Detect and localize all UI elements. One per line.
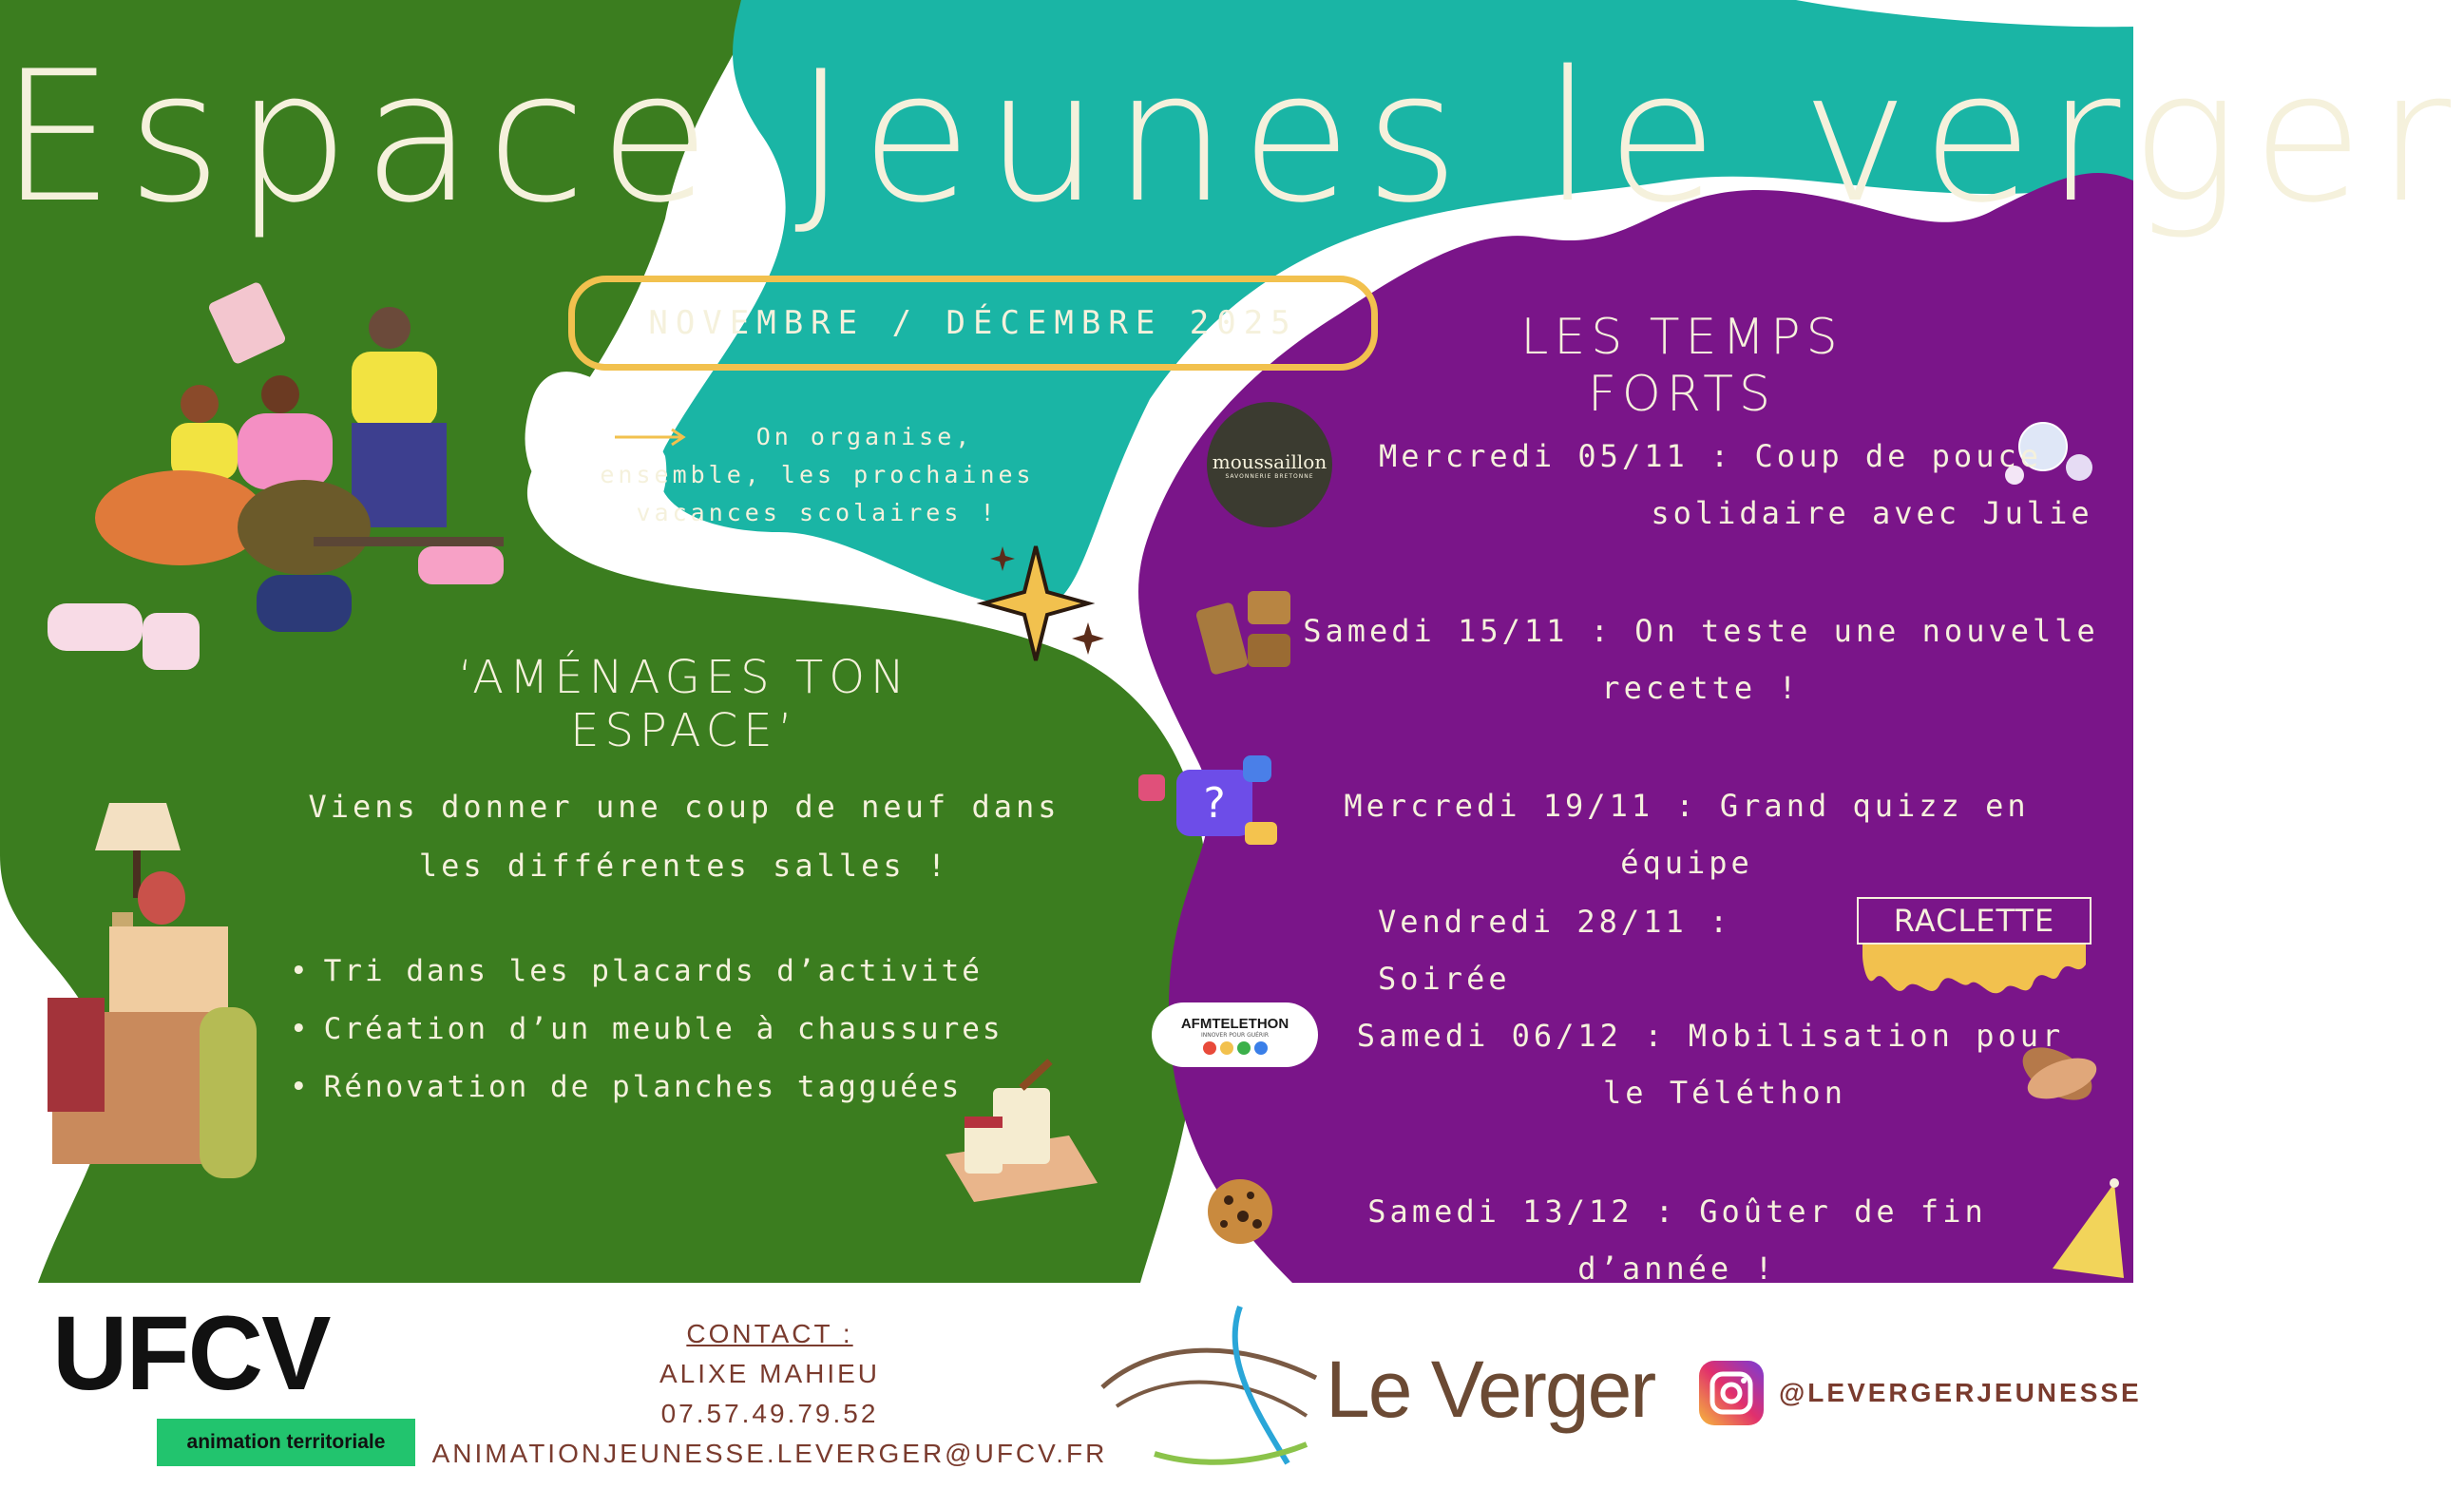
event-6 bbox=[1283, 1183, 2072, 1297]
contact-block bbox=[428, 1314, 1112, 1474]
le-verger-emblem bbox=[1098, 1302, 1326, 1473]
event-3 bbox=[1288, 777, 2086, 891]
page-title: Espace Jeunes le verger bbox=[0, 32, 2464, 242]
period-badge bbox=[568, 276, 1378, 371]
event-1-line-1: Mercredi 05/11 : Coup de pouce bbox=[1379, 438, 2042, 474]
contact-email[interactable]: ANIMATIONJEUNESSE.LEVERGER@UFCV.FR bbox=[431, 1439, 1108, 1468]
project-description bbox=[276, 777, 1093, 895]
events-heading: LES TEMPS FORTS bbox=[1520, 309, 1843, 423]
bullet-item-2: • Création d’un meuble à chaussures bbox=[290, 1012, 1003, 1046]
readers-illustration bbox=[29, 271, 523, 679]
moussaillon-logo-sub: SAVONNERIE BRETONNE bbox=[1225, 472, 1314, 480]
boxes-illustration bbox=[14, 793, 290, 1183]
paint-illustration bbox=[936, 1059, 1107, 1202]
event-6-line-1: Samedi 13/12 : Goûter de fin d’année ! bbox=[1367, 1193, 1987, 1287]
contact-label: CONTACT : bbox=[686, 1319, 853, 1348]
intro-line-2: ensemble, les prochaines bbox=[600, 461, 1035, 488]
intro-line-1: On organise, bbox=[755, 423, 974, 450]
telethon-logo-text: AFMTELETHON bbox=[1180, 1015, 1289, 1032]
project-desc-line-2: les différentes salles ! bbox=[418, 848, 950, 884]
event-4 bbox=[1378, 893, 1872, 1007]
ufcv-logo: UFCV bbox=[52, 1295, 330, 1412]
event-1-line-2: solidaire avec Julie bbox=[1651, 495, 2093, 531]
event-2 bbox=[1292, 602, 2110, 716]
ufcv-tagline: animation territoriale bbox=[157, 1419, 415, 1466]
bullet-item-1: • Tri dans les placards d’activité bbox=[290, 954, 983, 988]
bullet-item-3: • Rénovation de planches tagguées bbox=[290, 1070, 962, 1104]
period-text: NOVEMBRE / DÉCEMBRE 2025 bbox=[648, 304, 1298, 342]
project-heading: ‘AMÉNAGES TON ESPACE’ bbox=[458, 651, 910, 757]
granola-bar-icon bbox=[1195, 582, 1300, 677]
contact-name: ALIXE MAHIEU bbox=[659, 1359, 881, 1388]
instagram-handle[interactable]: @LEVERGERJEUNESSE bbox=[1779, 1378, 2142, 1407]
quiz-icon bbox=[1138, 751, 1281, 855]
event-3-line-1: Mercredi 19/11 : Grand quizz en équipe bbox=[1344, 788, 2030, 881]
event-5 bbox=[1330, 1007, 2091, 1121]
sparkle-icon bbox=[979, 537, 1121, 670]
le-verger-brand: Le Verger bbox=[1326, 1345, 1655, 1434]
event-5-line-2: le Téléthon bbox=[1603, 1075, 1846, 1111]
project-desc-line-1: Viens donner une coup de neuf dans bbox=[308, 789, 1060, 825]
cookie-icon bbox=[1205, 1176, 1276, 1248]
intro-line-3: vacances scolaires ! bbox=[636, 499, 999, 526]
raclette-label: RACLETTE bbox=[1893, 903, 2055, 939]
event-5-line-1: Samedi 06/12 : Mobilisation pour bbox=[1356, 1018, 2065, 1054]
moussaillon-logo-text: moussaillon bbox=[1212, 449, 1328, 473]
event-2-line-1: Samedi 15/11 : On teste une nouvelle bbox=[1303, 613, 2099, 649]
telethon-logo bbox=[1152, 1002, 1318, 1067]
event-4-line-1: Vendredi 28/11 : Soirée bbox=[1378, 904, 1732, 997]
telethon-logo-sub: INNOVER POUR GUÉRIR bbox=[1200, 1031, 1270, 1039]
contact-phone[interactable]: 07.57.49.79.52 bbox=[660, 1399, 879, 1428]
intro-text bbox=[589, 418, 1045, 532]
svg-text:?: ? bbox=[1203, 779, 1226, 828]
event-2-line-2: recette ! bbox=[1601, 670, 1801, 706]
moussaillon-logo bbox=[1207, 402, 1332, 527]
event-1 bbox=[1321, 428, 2100, 542]
instagram-icon[interactable] bbox=[1699, 1361, 1764, 1425]
